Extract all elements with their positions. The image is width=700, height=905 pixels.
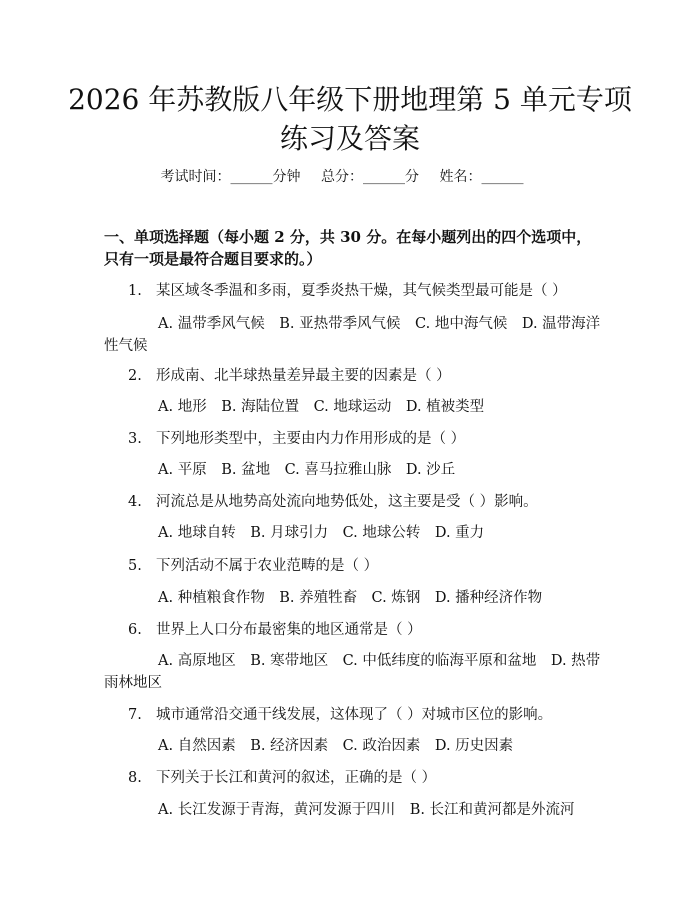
question: [128, 491, 608, 513]
question-text: 下列地形类型中，主要由内力作用形成的是（ ）: [156, 431, 466, 447]
question-options: A. 种植粮食作物 B. 养殖牲畜 C. 炼钢 D. 播种经济作物: [158, 590, 543, 606]
question-options: A. 自然因素 B. 经济因素 C. 政治因素 D. 历史因素: [158, 738, 514, 754]
question: [128, 365, 608, 387]
question-text: 下列关于长江和黄河的叙述，正确的是（ ）: [156, 770, 437, 786]
question-text: 某区域冬季温和多雨，夏季炎热干燥，其气候类型最可能是（ ）: [156, 283, 567, 299]
question-number: 3.: [128, 431, 142, 447]
question: [128, 704, 608, 726]
question-text: 城市通常沿交通干线发展，这体现了（ ）对城市区位的影响。: [156, 707, 553, 723]
question-text: 河流总是从地势高处流向地势低处，这主要是受（ ）影响。: [156, 494, 538, 510]
exam-score: 总分：______分: [321, 169, 419, 185]
exam-time: 考试时间：______分钟: [160, 169, 301, 185]
question-options: A. 长江发源于青海，黄河发源于四川 B. 长江和黄河都是外流河: [158, 802, 575, 818]
question: [128, 619, 608, 641]
question: [128, 428, 608, 450]
section-heading: 一、单项选择题（每小题 2 分，共 30 分。在每小题列出的四个选项中，只有一项是最符合题目要求的。）: [104, 228, 592, 268]
question-number: 7.: [128, 707, 142, 723]
question-number: 6.: [128, 622, 142, 638]
question-number: 5.: [128, 558, 142, 574]
question-options: A. 地球自转 B. 月球引力 C. 地球公转 D. 重力: [158, 525, 485, 541]
question-number: 8.: [128, 770, 142, 786]
question: [128, 555, 608, 577]
question-number: 1.: [128, 283, 142, 299]
question-number: 2.: [128, 368, 142, 384]
question-text: 形成南、北半球热量差异最主要的因素是（ ）: [156, 368, 451, 384]
question: [128, 280, 608, 302]
page-title-line2: 练习及答案: [279, 122, 420, 155]
exam-name: 姓名：______: [439, 169, 524, 185]
question-options: A. 地形 B. 海陆位置 C. 地球运动 D. 植被类型: [158, 399, 485, 415]
question-number: 4.: [128, 494, 142, 510]
question: [128, 767, 608, 789]
question-options: A. 平原 B. 盆地 C. 喜马拉雅山脉 D. 沙丘: [158, 462, 456, 478]
exam-meta: [0, 166, 700, 188]
question-text: 世界上人口分布最密集的地区通常是（ ）: [156, 622, 422, 638]
question-options: A. 温带季风气候 B. 亚热带季风气候 C. 地中海气候 D. 温带海洋性气候: [104, 316, 601, 354]
question-text: 下列活动不属于农业范畴的是（ ）: [156, 558, 379, 574]
page-title: 2026 年苏教版八年级下册地理第 5 单元专项: [68, 83, 632, 116]
question-options: A. 高原地区 B. 寒带地区 C. 中低纬度的临海平原和盆地 D. 热带雨林地区: [104, 653, 601, 691]
